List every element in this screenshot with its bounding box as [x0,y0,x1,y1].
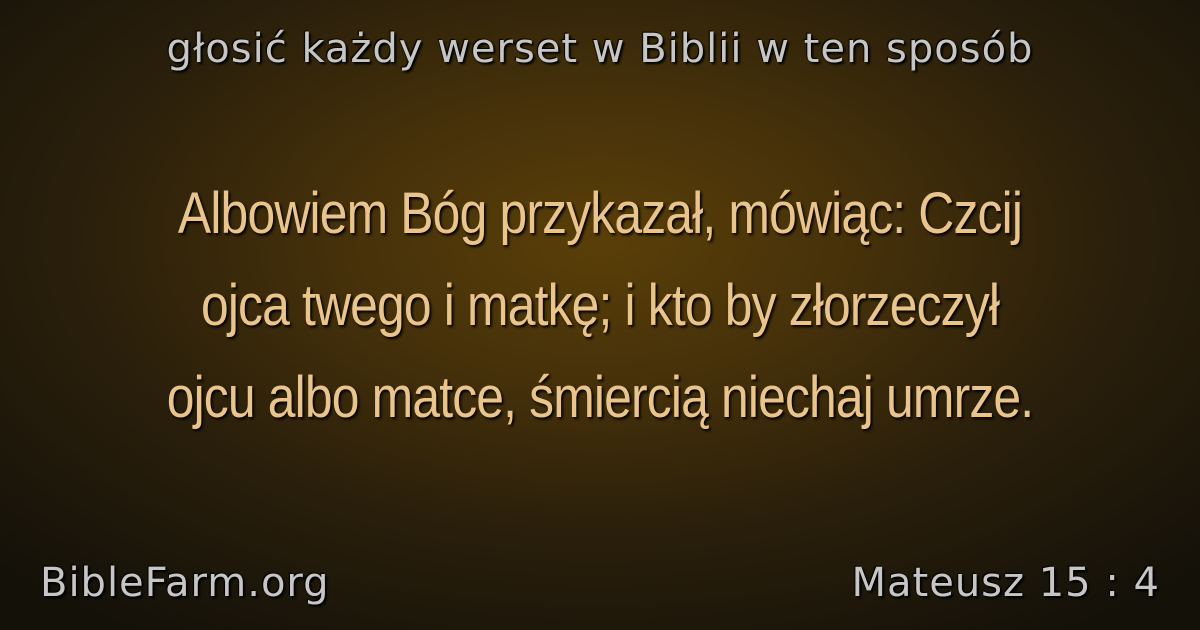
verse-line: ojcu albo matce, śmiercią niechaj umrze. [166,365,1034,430]
tagline: głosić każdy werset w Biblii w ten sposób [166,26,1034,72]
verse-text [118,168,1081,444]
verse-line: Albowiem Bóg przykazał, mówiąc: Czcij [177,181,1023,246]
verse-line: ojca twego i matkę; i kto by złorzeczył [200,273,1000,338]
verse-reference: Mateusz 15 : 4 [851,560,1160,606]
site-name: BibleFarm.org [40,560,330,606]
